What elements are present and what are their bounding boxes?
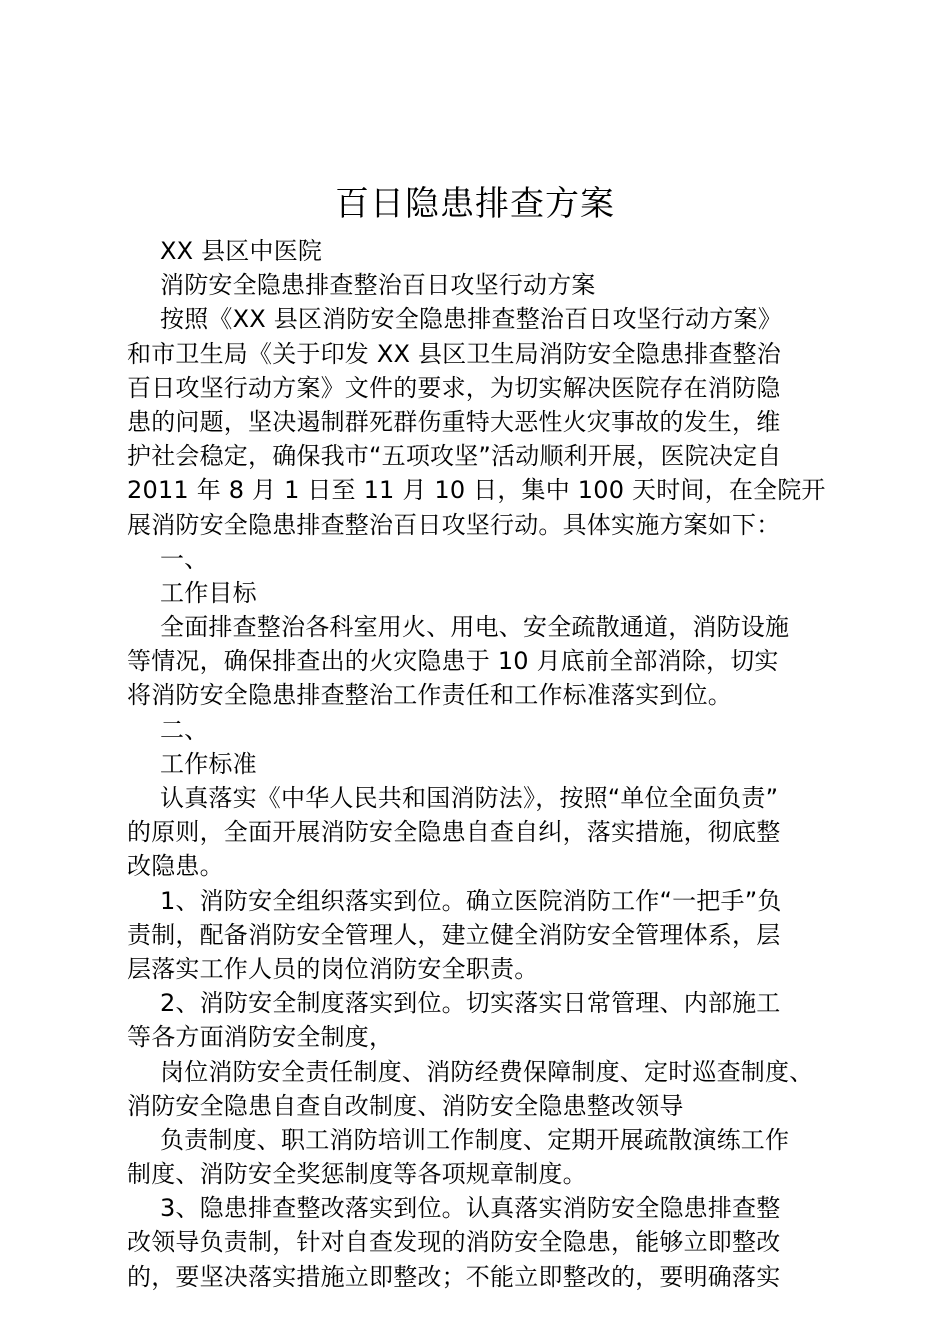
text-line: 消防安全隐患排查整治百日攻坚行动方案 (160, 271, 596, 300)
text-line: 2011 年 8 月 1 日至 11 月 10 日，集中 100 天时间，在全院开 (127, 476, 826, 505)
text-line: 等情况，确保排查出的火灾隐患于 10 月底前全部消除，切实 (127, 647, 779, 676)
text-line: 的原则，全面开展消防安全隐患自查自纠，落实措施，彻底整 (127, 818, 781, 847)
text-line: 按照《XX 县区消防安全隐患排查整治百日攻坚行动方案》 (160, 305, 782, 334)
text-line: 护社会稳定，确保我市“五项攻坚”活动顺利开展，医院决定自 (127, 442, 782, 471)
text-line: 责制，配备消防安全管理人，建立健全消防安全管理体系，层 (127, 920, 781, 949)
text-line: 3、隐患排查整改落实到位。认真落实消防安全隐患排查整 (160, 1194, 781, 1223)
text-line: 消防安全隐患自查自改制度、消防安全隐患整改领导 (127, 1091, 684, 1120)
document-title: 百日隐患排查方案 (335, 184, 615, 224)
text-line: 岗位消防安全责任制度、消防经费保障制度、定时巡查制度、 (160, 1057, 814, 1086)
text-line: 一、 (160, 544, 209, 573)
text-line: 2、消防安全制度落实到位。切实落实日常管理、内部施工 (160, 989, 781, 1018)
text-line: 百日攻坚行动方案》文件的要求，为切实解决医院存在消防隐 (127, 373, 781, 402)
text-line: 展消防安全隐患排查整治百日攻坚行动。具体实施方案如下： (127, 510, 781, 539)
text-line: 负责制度、职工消防培训工作制度、定期开展疏散演练工作 (160, 1125, 790, 1154)
text-line: 改隐患。 (127, 852, 224, 881)
text-line: XX 县区中医院 (160, 237, 323, 265)
text-line: 改领导负责制，针对自查发现的消防安全隐患，能够立即整改 (127, 1228, 781, 1257)
text-line: 1、消防安全组织落实到位。确立医院消防工作“一把手”负 (160, 886, 782, 915)
text-line: 认真落实《中华人民共和国消防法》，按照“单位全面负责” (160, 784, 779, 812)
text-line: 等各方面消防安全制度， (127, 1023, 394, 1052)
text-line: 的，要坚决落实措施立即整改；不能立即整改的，要明确落实 (127, 1262, 781, 1291)
text-line: 工作标准 (160, 749, 257, 778)
text-line: 和市卫生局《关于印发 XX 县区卫生局消防安全隐患排查整治 (127, 339, 781, 368)
document-body (127, 234, 827, 1294)
text-line: 制度、消防安全奖惩制度等各项规章制度。 (127, 1160, 587, 1189)
text-line: 层落实工作人员的岗位消防安全职责。 (127, 954, 539, 983)
text-line: 将消防安全隐患排查整治工作责任和工作标准落实到位。 (127, 681, 732, 710)
text-line: 工作目标 (160, 578, 257, 607)
text-line: 患的问题，坚决遏制群死群伤重特大恶性火灾事故的发生，维 (127, 407, 781, 436)
text-line: 全面排查整治各科室用火、用电、安全疏散通道，消防设施 (160, 613, 790, 642)
text-line: 二、 (160, 715, 209, 744)
